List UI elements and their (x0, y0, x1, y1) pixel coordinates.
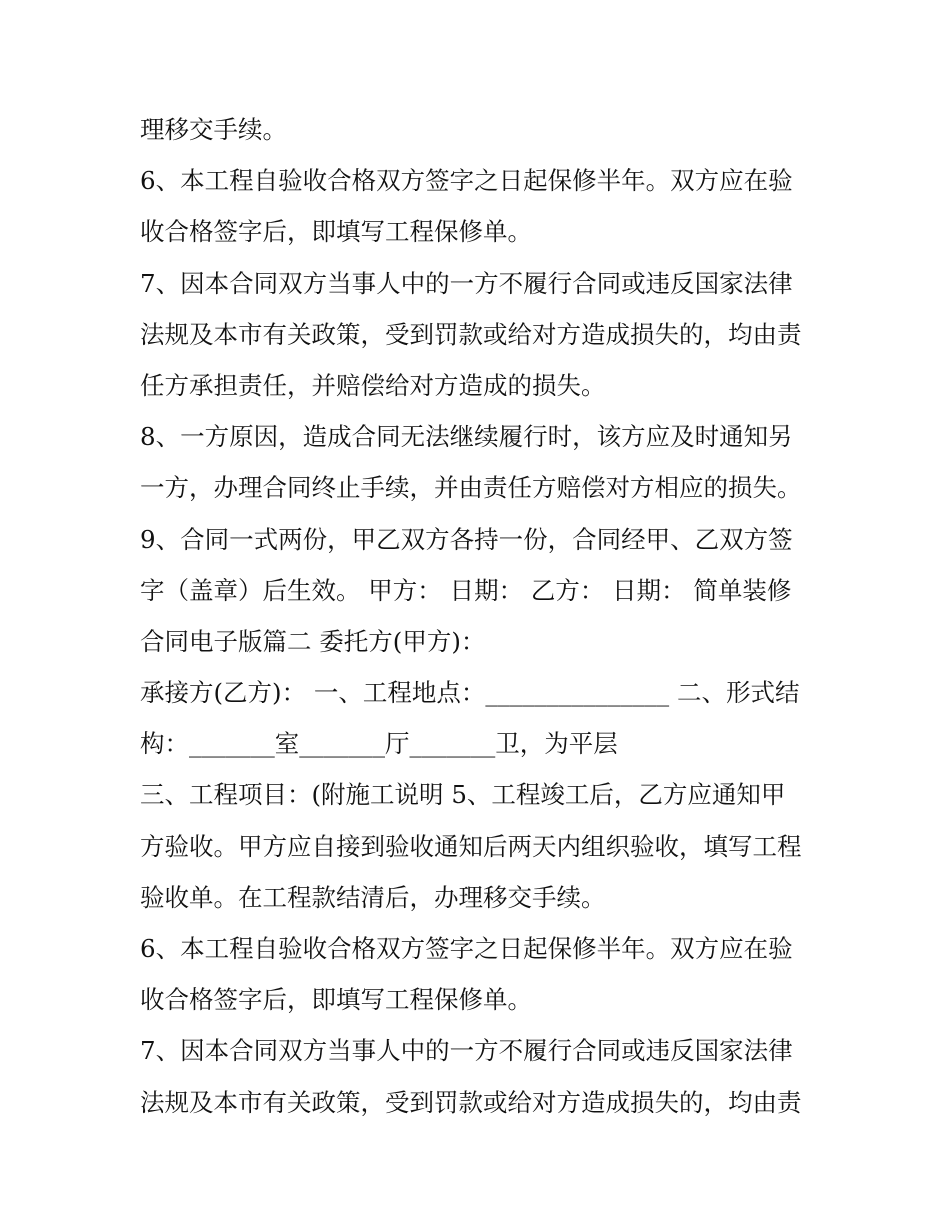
text-line: 9、合同一式两份，甲乙双方各持一份，合同经甲、乙双方签 (140, 524, 793, 554)
text-line: 6、本工程自验收合格双方签字之日起保修半年。双方应在验 (140, 166, 793, 196)
text-line: 构：_______室_______厅_______卫，为平层 (140, 729, 618, 759)
text-line: 法规及本市有关政策，受到罚款或给对方造成损失的，均由责 (140, 1087, 802, 1117)
text-line: 字（盖章）后生效。 甲方： 日期： 乙方： 日期： 简单装修 (140, 575, 792, 605)
text-line: 任方承担责任，并赔偿给对方造成的损失。 (140, 370, 606, 400)
text-line: 合同电子版篇二 委托方(甲方)： (140, 626, 486, 656)
text-line: 承接方(乙方)： 一、工程地点：_______________ 二、形式结 (140, 678, 800, 708)
text-line: 8、一方原因，造成合同无法继续履行时，该方应及时通知另 (140, 422, 793, 452)
text-line: 一方，办理合同终止手续，并由责任方赔偿对方相应的损失。 (140, 473, 802, 503)
text-line: 6、本工程自验收合格双方签字之日起保修半年。双方应在验 (140, 934, 793, 963)
text-line: 理移交手续。 (140, 115, 287, 144)
text-line: 法规及本市有关政策，受到罚款或给对方造成损失的，均由责 (140, 319, 802, 349)
text-line: 7、因本合同双方当事人中的一方不履行合同或违反国家法律 (140, 1036, 793, 1066)
text-line: 方验收。甲方应自接到验收通知后两天内组织验收，填写工程 (140, 831, 802, 861)
text-line: 7、因本合同双方当事人中的一方不履行合同或违反国家法律 (140, 268, 793, 298)
text-line: 验收单。在工程款结清后，办理移交手续。 (140, 882, 606, 912)
text-line: 三、工程项目：(附施工说明 5、工程竣工后，乙方应通知甲 (140, 780, 786, 810)
text-line: 收合格签字后，即填写工程保修单。 (140, 985, 532, 1015)
text-line: 收合格签字后，即填写工程保修单。 (140, 217, 532, 247)
contract-text-body (140, 104, 830, 1128)
